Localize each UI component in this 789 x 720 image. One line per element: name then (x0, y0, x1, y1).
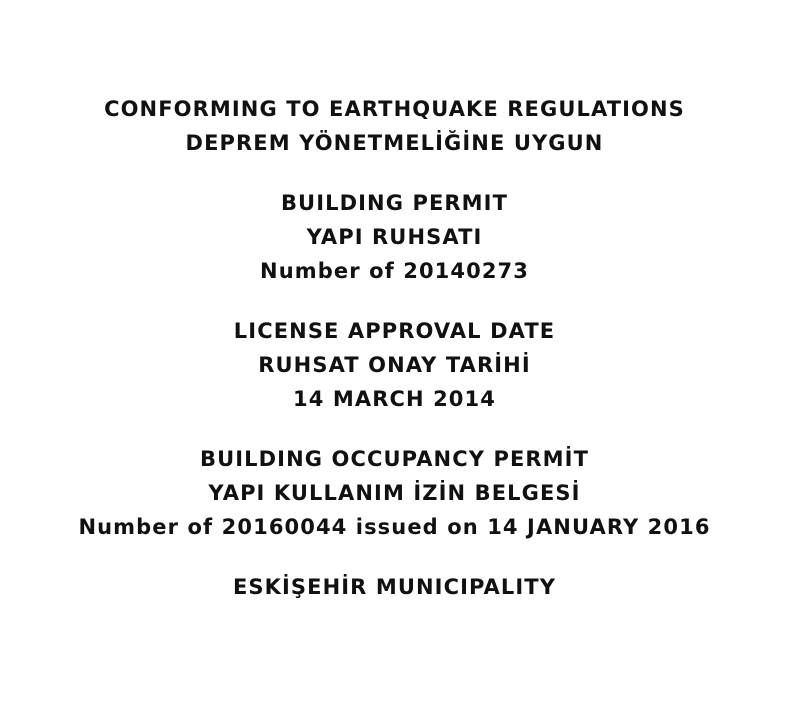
issuer-name: ESKİŞEHİR MUNICIPALITY (232, 575, 557, 599)
building-permit-title-tr: YAPI RUHSATI (306, 225, 483, 249)
building-permit-title-en: BUILDING PERMIT (280, 191, 509, 215)
building-permit-block (0, 186, 789, 288)
regulation-title-tr: DEPREM YÖNETMELİĞİNE UYGUN (185, 131, 604, 155)
regulation-block (0, 92, 789, 160)
license-approval-date: 14 MARCH 2014 (293, 387, 496, 411)
issuer-block (0, 570, 789, 604)
occupancy-permit-block (0, 442, 789, 544)
occupancy-permit-number: Number of 20160044 issued on 14 JANUARY 2016 (78, 515, 711, 539)
occupancy-permit-title-en: BUILDING OCCUPANCY PERMİT (199, 447, 589, 471)
license-approval-title-en: LICENSE APPROVAL DATE (233, 319, 556, 343)
regulation-title-en: CONFORMING TO EARTHQUAKE REGULATIONS (104, 97, 685, 121)
license-approval-title-tr: RUHSAT ONAY TARİHİ (258, 353, 531, 377)
license-approval-block (0, 314, 789, 416)
occupancy-permit-title-tr: YAPI KULLANIM İZİN BELGESİ (208, 481, 581, 505)
building-permit-number: Number of 20140273 (260, 259, 529, 283)
